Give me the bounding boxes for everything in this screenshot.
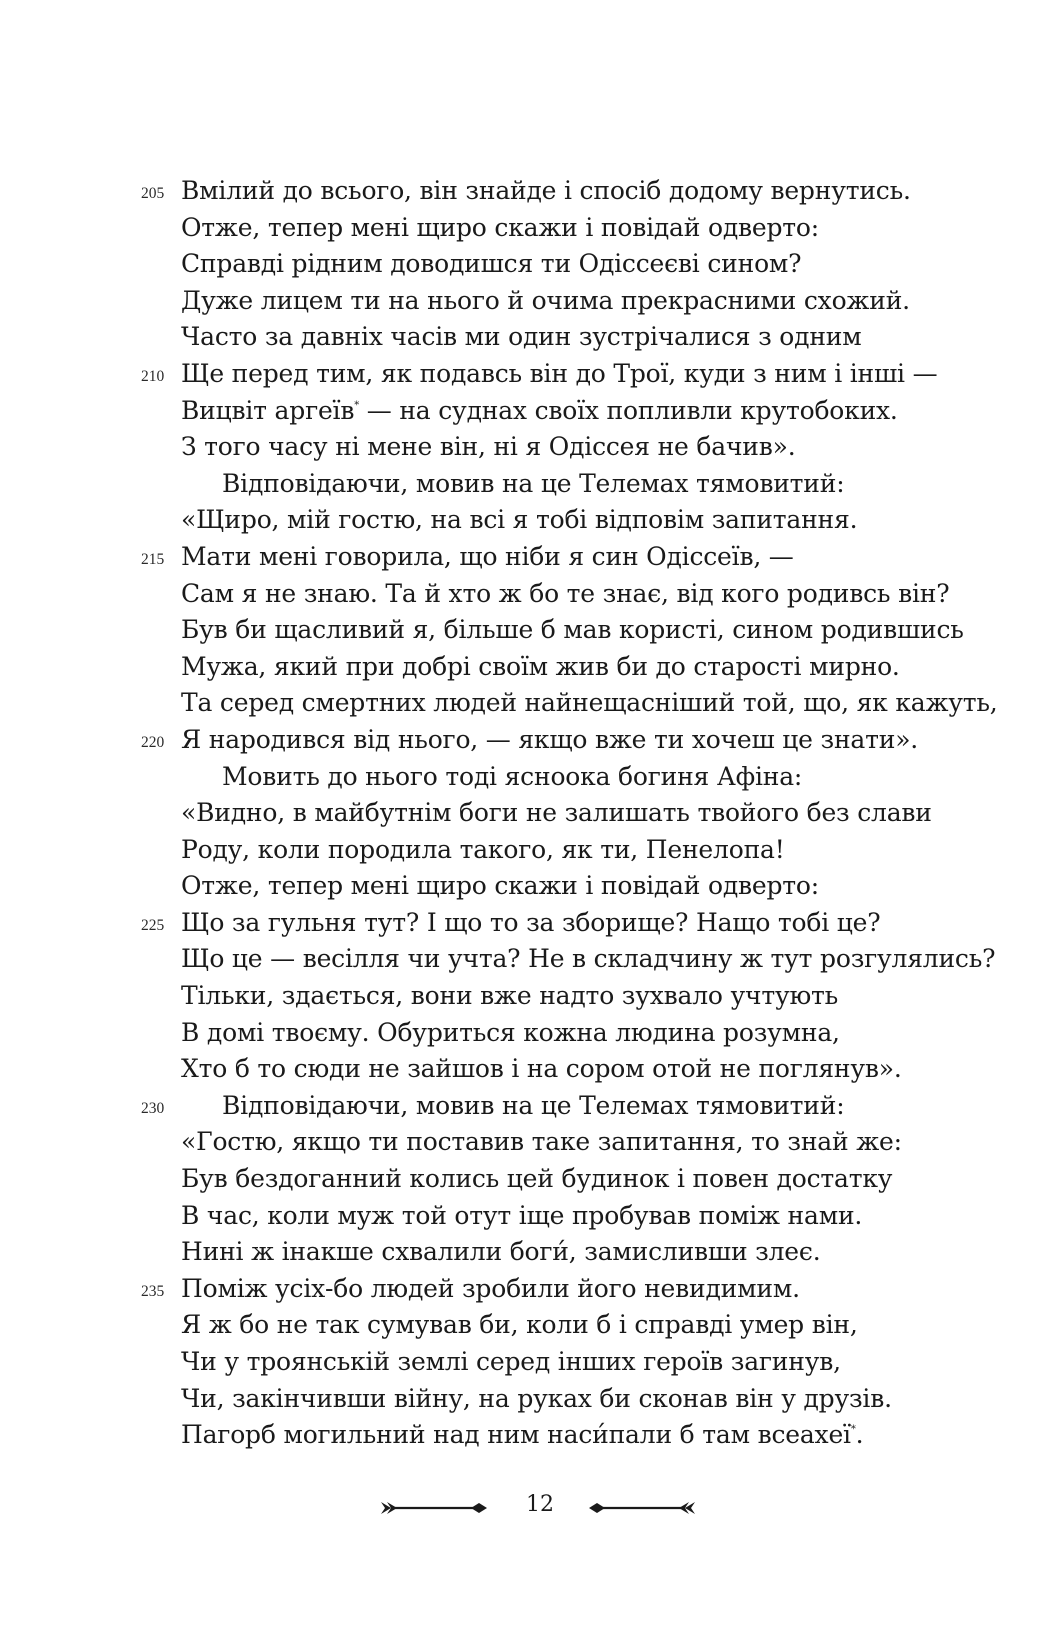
verse-line: [0, 868, 1040, 905]
verse-text: Поміж усіх-бо людей зробили його невидимим.: [181, 1273, 800, 1303]
verse-line: [0, 429, 1040, 466]
verse-line: [0, 1417, 1040, 1454]
verse-text: Отже, тепер мені щиро скажи і повідай одверто:: [181, 212, 819, 242]
verse-line: [0, 466, 1040, 503]
verse-text: Вмілий до всього, він знайде і спосіб додому вернутись.: [181, 176, 911, 205]
verse-text: Та серед смертних людей найнещасніший той, що, як кажуть,: [181, 688, 998, 718]
footnote-marker: *: [850, 1424, 856, 1436]
verse-line: [0, 685, 1040, 722]
verse-line: [0, 246, 1040, 283]
verse-text: Відповідаючи, мовив на це Телемах тямовитий:: [222, 468, 845, 498]
line-number: 215: [141, 550, 165, 568]
verse-text: «Видно, в майбутнім боги не залишать твойого без слави: [181, 798, 932, 828]
verse-line: [0, 1198, 1040, 1235]
verse-text: Мовить до нього тоді ясноока богиня Афіна:: [222, 761, 803, 791]
line-number: 225: [141, 916, 165, 934]
verse-text-part: Вицвіт аргеїв: [181, 395, 355, 425]
verse-text: Роду, коли породила такого, як ти, Пенелопа!: [181, 834, 785, 864]
verse-line: [0, 319, 1040, 356]
verse-text: Отже, тепер мені щиро скажи і повідай одверто:: [181, 871, 819, 901]
line-number: 210: [141, 367, 165, 385]
verse-line: [0, 539, 1040, 576]
verse-text: [181, 393, 898, 430]
line-number: 230: [141, 1099, 165, 1117]
verse-text: З того часу ні мене він, ні я Одіссея не бачив».: [181, 432, 796, 462]
verse-text: Чи у троянській землі серед інших героїв загинув,: [181, 1347, 841, 1376]
verse-line: [0, 759, 1040, 796]
verse-text: Я ж бо не так сумував би, коли б і справді умер він,: [181, 1310, 858, 1340]
verse-line: [0, 1015, 1040, 1052]
verse-text: Був би щасливий я, більше б мав користі, сином родившись: [181, 615, 964, 645]
verse-text: Мужа, який при добрі своїм жив би до старості мирно.: [181, 651, 900, 681]
verse-line: [0, 649, 1040, 686]
verse-text: Що за гульня тут? І що то за зборище? Нащо тобі це?: [181, 907, 881, 937]
verse-line: [0, 978, 1040, 1015]
verse-text: Чи, закінчивши війну, на руках би сконав він у друзів.: [181, 1383, 892, 1413]
verse-line: [0, 283, 1040, 320]
verse-text: «Щиро, мій гостю, на всі я тобі відповім запитання.: [181, 505, 858, 535]
page-number: 12: [526, 1492, 554, 1517]
verse-text: Сам я не знаю. Та й хто ж бо те знає, від кого родивсь він?: [181, 578, 950, 608]
verse-line: [0, 1234, 1040, 1271]
page-footer: [0, 1488, 1040, 1528]
verse-text: Нині ж інакше схвалили боги́, замисливши злеє.: [181, 1237, 821, 1267]
verse-text: Дуже лицем ти на нього й очима прекрасними схожий.: [181, 285, 910, 315]
verse-line: [0, 905, 1040, 942]
verse-text: В час, коли муж той отут іще пробував поміж нами.: [181, 1200, 863, 1230]
verse-text: Ще перед тим, як подавсь він до Трої, куди з ним і інші —: [181, 358, 938, 388]
verse-text-part: Пагорб могильний над ним наси́пали б там всеахеї: [181, 1420, 851, 1450]
line-number: 220: [141, 733, 165, 751]
line-number: 205: [141, 185, 165, 202]
arrow-ornament-left-icon: [381, 1498, 491, 1518]
verse-line: [0, 502, 1040, 539]
verse-line: [0, 1307, 1040, 1344]
verse-line: [0, 576, 1040, 613]
verse-line: [0, 1381, 1040, 1418]
arrow-ornament-right-icon: [585, 1498, 695, 1518]
verse-line: [0, 832, 1040, 869]
verse-text: Хто б то сюди не зайшов і на сором отой не поглянув».: [181, 1054, 902, 1084]
verse-line: [0, 1124, 1040, 1161]
verse-line: [0, 1051, 1040, 1088]
verse-text: Що це — весілля чи учта? Не в складчину ж тут розгулялись?: [181, 944, 996, 974]
verse-text: Був бездоганний колись цей будинок і повен достатку: [181, 1164, 893, 1194]
verse-line: [0, 1271, 1040, 1308]
verse-line: [0, 173, 1040, 210]
verse-line: [0, 795, 1040, 832]
verse-text: [181, 1417, 863, 1454]
verse-line: [0, 393, 1040, 430]
verse-text: «Гостю, якщо ти поставив таке запитання, то знай же:: [181, 1127, 902, 1157]
verse-text-part: .: [855, 1420, 864, 1450]
verse-line: [0, 612, 1040, 649]
line-number: 235: [141, 1282, 165, 1300]
verse-text: В домі твоєму. Обуриться кожна людина розумна,: [181, 1017, 840, 1047]
verse-text: Відповідаючи, мовив на це Телемах тямовитий:: [222, 1090, 845, 1120]
footnote-marker: *: [354, 399, 360, 411]
verse-line: [0, 356, 1040, 393]
verse-text-part: — на суднах своїх попливли крутобоких.: [359, 395, 898, 425]
verse-text: Часто за давніх часів ми один зустрічалися з одним: [181, 322, 862, 352]
verse-line: [0, 941, 1040, 978]
verse-line: [0, 722, 1040, 759]
verse-block: [0, 173, 1040, 1454]
verse-line: [0, 210, 1040, 247]
verse-text: Мати мені говорила, що ніби я син Одіссеїв, —: [181, 541, 794, 571]
verse-text: Справді рідним доводишся ти Одіссеєві сином?: [181, 249, 802, 279]
verse-line: [0, 1344, 1040, 1381]
verse-text: Тільки, здається, вони вже надто зухвало учтують: [181, 981, 839, 1011]
verse-text: Я народився від нього, — якщо вже ти хочеш це знати».: [181, 724, 919, 754]
verse-line: [0, 1088, 1040, 1125]
verse-line: [0, 1161, 1040, 1198]
